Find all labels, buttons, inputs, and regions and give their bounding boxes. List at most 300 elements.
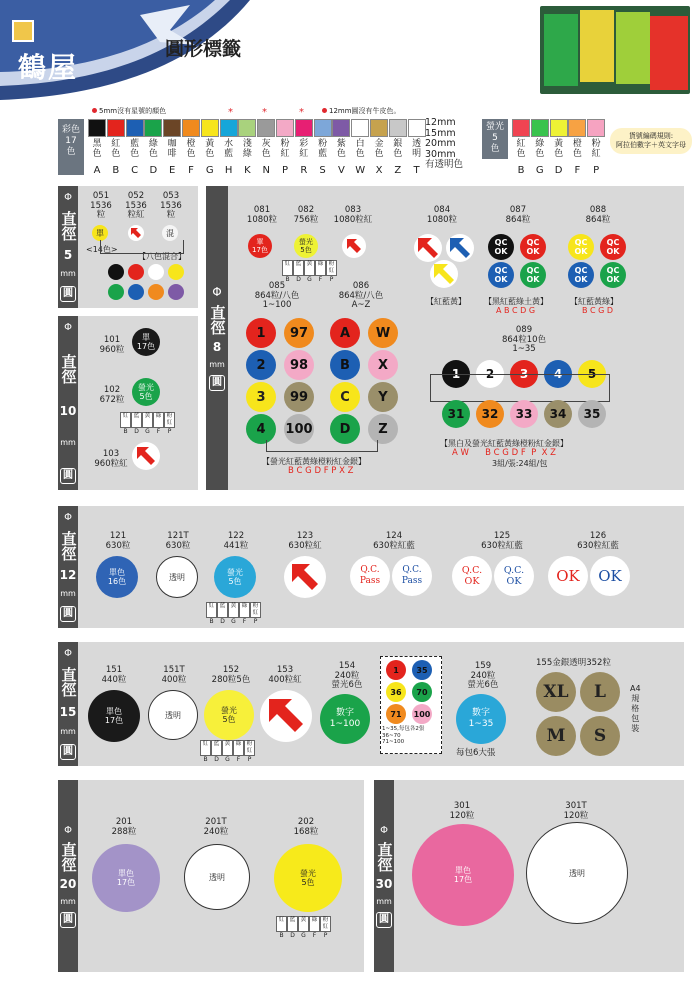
mini-code: 黃 <box>298 916 309 932</box>
number-sticker: 35 <box>412 660 432 680</box>
a4-note: A4 規 格 包 裝 <box>630 684 641 733</box>
item-126: 126 630粒紅藍 <box>577 531 619 551</box>
item-121: 121 630粒 <box>105 531 131 551</box>
item-103: 103 960粒紅 <box>94 449 128 469</box>
item-052: 052 1536 粒紅 <box>125 191 147 220</box>
code-088: B C G D <box>582 306 614 315</box>
item-088: 088 864粒 <box>585 205 611 225</box>
mini-code: 藍 <box>217 602 228 618</box>
mini-letter-row <box>200 756 255 763</box>
qc-sticker: QC OK <box>600 234 626 260</box>
sticker-085-grid <box>246 318 318 444</box>
mini-letter: D <box>134 428 139 435</box>
mini-letter-row <box>276 932 331 939</box>
qc-sticker: QC OK <box>520 262 546 288</box>
mini-letter: B <box>123 428 128 435</box>
mini-letter: D <box>214 756 219 763</box>
label-089: 【黑白及螢光紅藍黃綠橙粉紅金銀】 <box>440 439 568 448</box>
metallic-sticker: S <box>580 716 620 756</box>
item-121t: 121T 630粒 <box>165 531 191 551</box>
number-sticker: 33 <box>510 400 538 428</box>
star-mark: * <box>299 107 304 118</box>
neon-code-strip-202 <box>276 916 331 939</box>
sticker-121: 單色 16色 <box>96 556 138 598</box>
mini-code: 藍 <box>293 260 304 276</box>
neon-swatch-name: 粉 紅 <box>591 139 601 159</box>
qc-sticker: QC OK <box>488 262 514 288</box>
metallic-sticker: XL <box>536 672 576 712</box>
color-swatch-name: 咖 啡 <box>167 139 177 159</box>
mini-letter: G <box>145 428 150 435</box>
sticker-101: 單 17色 <box>132 328 160 356</box>
diameter-bar-12: Φ 直徑 12 mm 圓 <box>58 506 78 628</box>
mini-letter: P <box>247 756 252 763</box>
color-code: T <box>413 165 420 176</box>
color-code: N <box>262 165 270 176</box>
diameter-bar-8: Φ 直徑 8 mm 圓 <box>206 186 228 490</box>
arrow-icon <box>345 237 363 255</box>
mini-letter: D <box>220 618 225 625</box>
item-201: 201 288粒 <box>111 817 137 837</box>
sticker-124-blue: Q.C. Pass <box>392 556 432 596</box>
color-code: F <box>188 165 194 176</box>
color-code: Z <box>394 165 402 176</box>
number-sticker: 1 <box>386 660 406 680</box>
color-code: E <box>169 165 176 176</box>
color-swatch-name: 藍 色 <box>130 139 140 159</box>
color-swatch-name: 彩 紅 <box>299 139 309 159</box>
sticker-086-grid <box>330 318 402 444</box>
number-sticker: 71 <box>386 704 406 724</box>
color-swatch-name: 淺 綠 <box>242 139 252 159</box>
item-159: 159 240粒 螢光6色 <box>467 661 499 690</box>
label-084: 【紅藍黃】 <box>426 297 466 306</box>
color-swatch-name: 紫 色 <box>336 139 346 159</box>
neon-code: B <box>517 165 525 176</box>
mini-letter: P <box>167 428 172 435</box>
brand-name: 鶴屋 <box>18 51 79 84</box>
box-note: 1~35,每包各2張 36~70 71~100 <box>382 726 425 745</box>
color-swatch <box>201 119 219 137</box>
mini-code: 藍 <box>287 916 298 932</box>
sticker-151: 單色 17色 <box>88 690 140 742</box>
color-swatch <box>314 119 332 137</box>
mini-letter: B <box>203 756 208 763</box>
mini-code-row <box>206 602 261 618</box>
item-152: 152 280粒5色 <box>211 665 251 685</box>
number-sticker-grid <box>386 660 438 726</box>
color-code: D <box>149 165 158 176</box>
color-swatch-name: 銀 色 <box>393 139 403 159</box>
sticker-121t: 透明 <box>156 556 198 598</box>
neon-code-strip-122 <box>206 602 261 625</box>
color-code: C <box>131 165 139 176</box>
color-swatch-name: 水 藍 <box>224 139 234 159</box>
item-201t: 201T 240粒 <box>203 817 229 837</box>
number-sticker: 32 <box>476 400 504 428</box>
number-sticker: C <box>330 382 360 412</box>
sticker-153 <box>260 690 312 742</box>
code-087: A B C D G <box>496 306 536 315</box>
item-053: 053 1536 粒 <box>160 191 182 220</box>
color-swatch-name: 灰 色 <box>261 139 271 159</box>
sticker-201: 單色 17色 <box>92 844 160 912</box>
sticker-103 <box>132 442 160 470</box>
diameter-bar-10: Φ 直徑 10 mm 圓 <box>58 316 78 490</box>
number-sticker: X <box>368 350 398 380</box>
bracket-089 <box>430 374 610 402</box>
sticker-102: 螢光 5色 <box>132 378 160 406</box>
mini-code: 粉紅 <box>326 260 337 276</box>
mini-code: 綠 <box>239 602 250 618</box>
neon-code-strip-082 <box>282 260 337 283</box>
color-swatch <box>238 119 256 137</box>
number-sticker: 99 <box>284 382 314 412</box>
mini-code-row <box>282 260 337 276</box>
mini-letter-row <box>120 428 175 435</box>
mini-code: 綠 <box>315 260 326 276</box>
color-swatch-row <box>88 119 428 179</box>
sticker-083 <box>342 234 366 258</box>
color-swatch <box>163 119 181 137</box>
neon-swatch <box>568 119 586 137</box>
qc-sticker: QC OK <box>520 234 546 260</box>
number-sticker: 70 <box>412 682 432 702</box>
metallic-sticker: M <box>536 716 576 756</box>
color-swatch <box>389 119 407 137</box>
color-code: B <box>112 165 120 176</box>
mini-letter: F <box>312 932 317 939</box>
item-154: 154 240粒 螢光6色 <box>331 661 363 690</box>
sticker-087-group <box>488 234 552 290</box>
arrow-sticker <box>446 234 474 262</box>
mix-dot <box>148 284 164 300</box>
mini-letter: D <box>296 276 301 283</box>
color-code: S <box>319 165 326 176</box>
item-087: 087 864粒 <box>505 205 531 225</box>
color-swatch <box>295 119 313 137</box>
arrow-icon <box>135 445 157 467</box>
color-swatch <box>182 119 200 137</box>
item-083: 083 1080粒紅 <box>333 205 373 225</box>
metallic-size-grid <box>536 672 622 758</box>
mini-letter: F <box>318 276 323 283</box>
neon-swatch-name: 紅 色 <box>516 139 526 159</box>
mini-letter: G <box>231 618 236 625</box>
mini-letter: G <box>301 932 306 939</box>
sticker-159: 數字 1~35 <box>456 694 506 744</box>
mini-code: 紅 <box>276 916 287 932</box>
number-sticker: 3 <box>246 382 276 412</box>
neon-swatch-name: 橙 色 <box>572 139 582 159</box>
mini-code: 紅 <box>120 412 131 428</box>
bracket-5mm <box>100 240 184 254</box>
number-sticker: 36 <box>386 682 406 702</box>
item-081: 081 1080粒 <box>246 205 278 225</box>
item-301t: 301T 120粒 <box>563 801 589 821</box>
sticker-123 <box>284 556 326 598</box>
qc-sticker: QC OK <box>568 262 594 288</box>
neon-swatch <box>587 119 605 137</box>
arrow-icon <box>130 227 142 239</box>
color-code: V <box>337 165 345 176</box>
legend-12mm: 12mm圓沒有牛皮色。 <box>322 106 401 116</box>
neon-code: F <box>574 165 581 176</box>
star-mark: * <box>228 107 233 118</box>
item-153: 153 400粒紅 <box>268 665 302 685</box>
color-swatch <box>88 119 106 137</box>
mini-code: 紅 <box>200 740 211 756</box>
sticker-082: 螢光 5色 <box>294 234 318 258</box>
mix-dot <box>108 284 124 300</box>
metallic-sticker: L <box>580 672 620 712</box>
mini-letter: B <box>285 276 290 283</box>
sticker-051: 單 <box>92 225 108 241</box>
sticker-081: 單 17色 <box>248 234 272 258</box>
item-089: 089 864粒10色 1~35 <box>501 325 547 354</box>
color-swatch-name: 黃 色 <box>205 139 215 159</box>
neon-swatch <box>512 119 530 137</box>
qc-sticker: QC OK <box>488 234 514 260</box>
number-sticker: 31 <box>442 400 470 428</box>
color-swatch <box>408 119 426 137</box>
mini-letter: G <box>307 276 312 283</box>
mini-code: 粉紅 <box>244 740 255 756</box>
mix-dot <box>108 264 124 280</box>
number-sticker: 100 <box>412 704 432 724</box>
brand-logo-mark <box>12 20 34 42</box>
mini-letter: B <box>209 618 214 625</box>
color-code: X <box>375 165 383 176</box>
color-swatch-name: 白 色 <box>355 139 365 159</box>
color-swatch <box>276 119 294 137</box>
number-sticker: 98 <box>284 350 314 380</box>
neon-code: D <box>554 165 563 176</box>
color-swatch <box>351 119 369 137</box>
item-101: 101 960粒 <box>99 335 125 355</box>
sticker-301: 單色 17色 <box>412 824 514 926</box>
sticker-052 <box>128 225 144 241</box>
item-102: 102 672粒 <box>99 385 125 405</box>
sticker-088-group <box>568 234 632 290</box>
mini-letter: P <box>323 932 328 939</box>
arrow-icon <box>266 696 306 736</box>
arrow-sticker <box>430 260 458 288</box>
item-151t: 151T 400粒 <box>161 665 187 685</box>
color-swatch-name: 粉 藍 <box>318 139 328 159</box>
number-sticker: A <box>330 318 360 348</box>
mini-code: 黃 <box>142 412 153 428</box>
mini-code: 紅 <box>206 602 217 618</box>
label-14-colors: <14色> <box>86 245 118 254</box>
mini-letter: F <box>242 618 247 625</box>
mini-code: 粉紅 <box>164 412 175 428</box>
color-code: H <box>224 165 233 176</box>
mix-dot <box>168 264 184 280</box>
diameter-bar-30: Φ 直徑 30 mm 圓 <box>374 780 394 972</box>
qc-sticker: QC OK <box>568 234 594 260</box>
number-sticker: B <box>330 350 360 380</box>
mini-code: 粉紅 <box>250 602 261 618</box>
mini-code: 黃 <box>228 602 239 618</box>
item-151: 151 440粒 <box>101 665 127 685</box>
legend-star: 5mm沒有星號的顏色 <box>92 106 166 116</box>
number-sticker: 2 <box>476 360 504 388</box>
mix-dot <box>148 264 164 280</box>
arrow-sticker <box>414 234 442 262</box>
mini-letter-row <box>206 618 261 625</box>
sticker-201t: 透明 <box>184 844 250 910</box>
number-sticker: 2 <box>246 350 276 380</box>
item-051: 051 1536 粒 <box>90 191 112 220</box>
diameter-bar-15: Φ 直徑 15 mm 圓 <box>58 642 78 766</box>
number-sticker: 5 <box>578 360 606 388</box>
sticker-124-red: Q.C. Pass <box>350 556 390 596</box>
number-sticker: Y <box>368 382 398 412</box>
mini-code: 粉紅 <box>320 916 331 932</box>
neon-swatch-row <box>512 119 612 179</box>
code-rule-note: 貨號編碼規則: 阿拉伯數字＋英文字母 <box>610 128 692 154</box>
number-sticker: 34 <box>544 400 572 428</box>
sticker-126-red: OK <box>548 556 588 596</box>
packing-089: 3組/張:24組/包 <box>492 459 548 468</box>
item-124: 124 630粒紅藍 <box>373 531 415 551</box>
packing-159: 每包6大張 <box>456 748 496 758</box>
item-084: 084 1080粒 <box>426 205 458 225</box>
color-swatch <box>370 119 388 137</box>
color-code: K <box>244 165 251 176</box>
item-082: 082 756粒 <box>293 205 319 225</box>
number-sticker: W <box>368 318 398 348</box>
color-code: P <box>281 165 289 176</box>
mini-code: 綠 <box>309 916 320 932</box>
mix-dot <box>168 284 184 300</box>
color-code: G <box>205 165 214 176</box>
product-photo <box>540 6 690 94</box>
number-sticker: 97 <box>284 318 314 348</box>
color-swatch <box>332 119 350 137</box>
number-sticker: 100 <box>284 414 314 444</box>
sticker-084-group <box>414 234 478 290</box>
mini-letter: F <box>236 756 241 763</box>
neon-bar-label: 螢光 5 色 <box>482 119 508 159</box>
mini-code-row <box>276 916 331 932</box>
mini-code: 綠 <box>233 740 244 756</box>
mini-code: 藍 <box>131 412 142 428</box>
number-sticker: 1 <box>246 318 276 348</box>
color-code: R <box>300 165 308 176</box>
color-swatch-name: 透 明 <box>412 139 422 159</box>
item-085: 085 864粒/八色 1~100 <box>254 281 300 310</box>
item-123: 123 630粒紅 <box>288 531 322 551</box>
code-085: B C G D F P X Z <box>288 466 354 476</box>
mini-letter: P <box>329 276 334 283</box>
sticker-089-row2 <box>442 400 608 430</box>
code-089: A W B C G D F P X Z <box>452 448 557 458</box>
bracket-085-086 <box>266 440 378 452</box>
neon-swatch <box>550 119 568 137</box>
page-title: 圓形標籤 <box>165 38 242 60</box>
color-swatch <box>126 119 144 137</box>
color-bar-label: 彩色 17 色 <box>58 119 84 175</box>
label-085: 【螢光紅藍黃綠橙粉紅金銀】 <box>262 457 366 466</box>
sticker-053: 混 <box>162 225 178 241</box>
color-code: A <box>93 165 101 176</box>
mini-letter: B <box>279 932 284 939</box>
number-sticker: 1 <box>442 360 470 388</box>
arrow-icon <box>289 561 321 593</box>
mini-code: 藍 <box>211 740 222 756</box>
item-155: 155金銀透明352粒 <box>536 658 611 668</box>
color-swatch-name: 金 色 <box>374 139 384 159</box>
number-sticker: D <box>330 414 360 444</box>
sticker-125-blue: Q.C. OK <box>494 556 534 596</box>
diameter-bar-5: Φ 直徑 5 mm 圓 <box>58 186 78 308</box>
mini-code-row <box>120 412 175 428</box>
mini-code: 綠 <box>153 412 164 428</box>
neon-swatch-name: 黃 色 <box>554 139 564 159</box>
color-swatch <box>257 119 275 137</box>
sticker-126-blue: OK <box>590 556 630 596</box>
neon-code-strip-102 <box>120 412 175 435</box>
neon-code: P <box>593 165 600 176</box>
color-swatch <box>144 119 162 137</box>
neon-code: G <box>535 165 544 176</box>
color-swatch-name: 粉 紅 <box>280 139 290 159</box>
sticker-202: 螢光 5色 <box>274 844 342 912</box>
mini-letter: G <box>225 756 230 763</box>
label-087: 【黑紅藍綠土黃】 <box>484 297 548 306</box>
mini-code: 黃 <box>304 260 315 276</box>
sticker-301t: 透明 <box>526 822 628 924</box>
mixed-8-colors <box>108 264 190 302</box>
sticker-152: 螢光 5色 <box>204 690 254 740</box>
number-sticker: 35 <box>578 400 606 428</box>
neon-swatch <box>531 119 549 137</box>
mini-code-row <box>200 740 255 756</box>
item-202: 202 168粒 <box>293 817 319 837</box>
neon-code-strip-152 <box>200 740 255 763</box>
label-8-mixed: 【八色混合】 <box>138 252 186 261</box>
color-swatch-name: 綠 色 <box>148 139 158 159</box>
mini-letter: D <box>290 932 295 939</box>
sticker-151t: 透明 <box>148 690 198 740</box>
mini-code: 紅 <box>282 260 293 276</box>
mix-dot <box>128 284 144 300</box>
qc-sticker: QC OK <box>600 262 626 288</box>
item-122: 122 441粒 <box>223 531 249 551</box>
mini-letter: F <box>156 428 161 435</box>
sticker-122: 螢光 5色 <box>214 556 256 598</box>
color-swatch-name: 紅 色 <box>111 139 121 159</box>
star-mark: * <box>262 107 267 118</box>
color-swatch <box>220 119 238 137</box>
item-125: 125 630粒紅藍 <box>481 531 523 551</box>
item-301: 301 120粒 <box>449 801 475 821</box>
number-sticker: 4 <box>246 414 276 444</box>
mix-dot <box>128 264 144 280</box>
mini-letter: P <box>253 618 258 625</box>
color-code: W <box>355 165 366 176</box>
item-086: 086 864粒/八色 A~Z <box>338 281 384 310</box>
color-swatch-name: 黑 色 <box>92 139 102 159</box>
label-088: 【紅藍黃綠】 <box>570 297 618 306</box>
number-sticker: 3 <box>510 360 538 388</box>
sticker-154: 數字 1~100 <box>320 694 370 744</box>
mini-code: 黃 <box>222 740 233 756</box>
color-swatch-name: 橙 色 <box>186 139 196 159</box>
number-sticker: 4 <box>544 360 572 388</box>
